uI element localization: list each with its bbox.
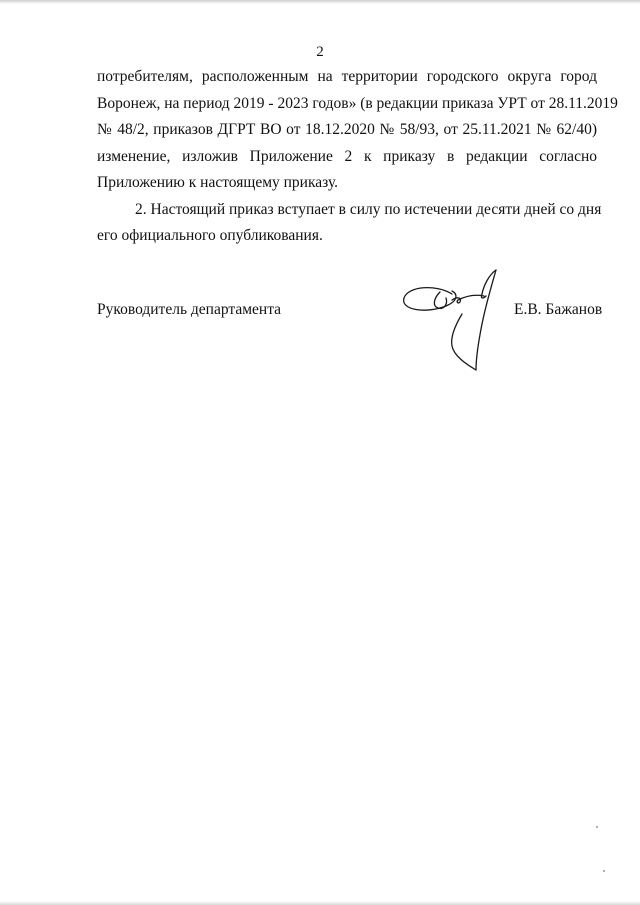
scan-speck [596, 826, 598, 828]
paragraph-1 [97, 64, 618, 197]
paragraph-1-line-2: Воронеж, на период 2019 - 2023 годов» (в редакции приказа УРТ от 28.11.2019 [97, 94, 618, 112]
paragraph-1-line-5: Приложению к настоящему приказу. [97, 174, 339, 191]
paragraph-1-line-1: потребителям, расположенным на территории городского округа город [97, 68, 597, 85]
signer-name: Е.В. Бажанов [514, 301, 603, 318]
paragraph-2-line-1: 2. Настоящий приказ вступает в силу по истечении десяти дней со дня [135, 200, 602, 218]
page-number: 2 [316, 44, 324, 60]
scan-edge-top [0, 0, 640, 4]
paragraph-2 [97, 197, 602, 250]
handwritten-signature [396, 264, 506, 374]
scan-speck [603, 870, 605, 872]
paragraph-2-line-2: его официального опубликования. [97, 227, 323, 244]
paragraph-1-line-3: № 48/2, приказов ДГРТ ВО от 18.12.2020 № 58/93, от 25.11.2021 № 62/40) [97, 121, 597, 138]
document-body [97, 64, 618, 250]
scan-edge-bottom [0, 901, 640, 905]
signer-title: Руководитель департамента [97, 301, 282, 318]
paragraph-1-line-4: изменение, изложив Приложение 2 к приказу в редакции согласно [97, 147, 597, 165]
